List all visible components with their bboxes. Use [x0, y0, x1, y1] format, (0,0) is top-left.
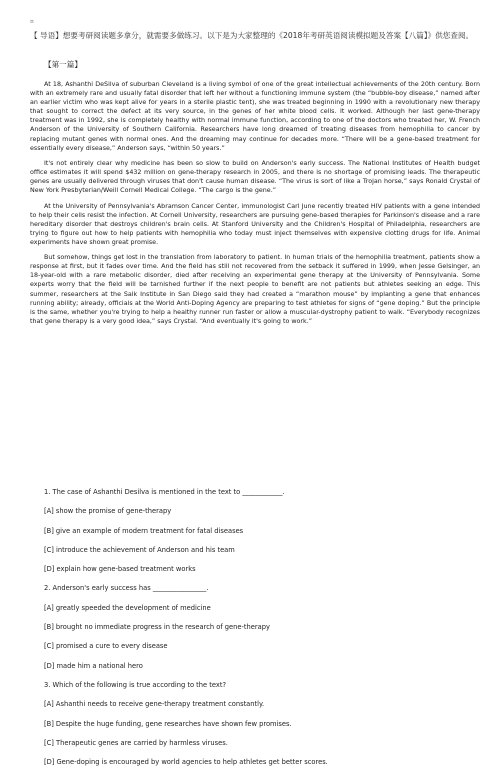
option-line: [A] greatly speeded the development of medicine — [44, 603, 211, 612]
paragraph: At the University of Pennsylvania's Abramson Cancer Center, immunologist Carl June recently treated HIV patients with a gene intended to help their cells resist the infection. At Cornell University, researchers are pursuing gene-based therapies for Parkinson's disease and a rare hereditary disorder that destroys children's brain cells. At Stanford University and the Children's Hospital of Philadelphia, researchers are trying to figure out how to help patients with hemophilia who today must inject themselves with expensive clotting drugs for life. Animal experiments have shown great promise. — [30, 202, 480, 246]
option-line: [B] brought no immediate progress in the research of gene-therapy — [44, 623, 270, 632]
questions-list — [44, 487, 474, 776]
option-line: [B] give an example of modern treatment for fatal diseases — [44, 526, 244, 535]
option-line: [D] made him a national hero — [44, 661, 143, 670]
article-body — [30, 80, 480, 332]
option-line: [D] explain how gene-based treatment works — [44, 565, 196, 574]
option-line: [B] Despite the huge funding, gene researches have shown few promises. — [44, 719, 292, 728]
section-title: 【第一篇】 — [44, 60, 82, 69]
question-3: 3. Which of the following is true according to the text? — [44, 680, 227, 689]
option-line: [C] promised a cure to every disease — [44, 642, 168, 651]
question-1: 1. The case of Ashanthi Desilva is mentioned in the text to ____________. — [44, 488, 285, 496]
option-line: [A] Ashanthi needs to receive gene-therapy treatment constantly. — [44, 700, 265, 709]
option-line: [C] Therapeutic genes are carried by harmless viruses. — [44, 738, 228, 747]
paragraph: It's not entirely clear why medicine has been so slow to build on Anderson's early success. The National Institutes of Health budget office estimates it will spend $432 million on gene-therapy research in 2005, and there is no shortage of promising leads. The therapeutic genes are usually delivered through viruses that don't cause human disease. “The virus is sort of like a Trojan horse,” says Ronald Crystal of New York Presbyterian/Weill Cornell Medical College. “The cargo is the gene.” — [30, 159, 480, 195]
option-line: [D] Gene-doping is encouraged by world agencies to help athletes get better scores. — [44, 758, 328, 767]
header-marker: ¤ — [30, 18, 34, 25]
intro-text: 【 导语】想要考研阅读题多拿分，就需要多做练习。以下是为大家整理的《2018年考研英语阅读模拟题及答案【八篇】》供您查阅。 — [30, 31, 474, 40]
paragraph: But somehow, things get lost in the translation from laboratory to patient. In human trials of the hemophilia treatment, patients show a response at first, but it fades over time. And the field has still not recovered from the setback it suffered in 1999, when Jesse Gelsinger, an 18-year-old with a rare metabolic disorder, died after receiving an experimental gene therapy at the University of Pennsylvania. Some experts worry that the field will be tarnished further if the next people to benefit are not patients but athletes seeking an edge. This summer, researchers at the Salk Institute in San Diego said they had created a “marathon mouse” by implanting a gene that enhances running ability; already, officials at the World Anti-Doping Agency are preparing to test athletes for signs of “gene doping.” But the principle is the same, whether you're trying to help a healthy runner run faster or allow a muscular-dystrophy patient to walk. “Everybody recognizes that gene therapy is a very good idea,” says Crystal. “And eventually it's going to work.” — [30, 254, 480, 325]
option-line: [C] introduce the achievement of Anderson and his team — [44, 545, 235, 554]
question-2: 2. Anderson's early success has ________________. — [44, 584, 209, 593]
paragraph: At 18, Ashanthi DeSilva of suburban Cleveland is a living symbol of one of the great intellectual achievements of the 20th century. Born with an extremely rare and usually fatal disorder that left her without a functioning immune system (the “bubble-boy disease,” named after an earlier victim who was kept alive for years in a sterile plastic tent), she was treated beginning in 1990 with a revolutionary new therapy that sought to correct the defect at its very source, in the genes of her white blood cells. It worked. Although her last gene-therapy treatment was in 1992, she is completely healthy with normal immune function, according to one of the doctors who treated her, W. French Anderson of the University of Southern California. Researchers have long dreamed of treating diseases from hemophilia to cancer by replacing mutant genes with normal ones. And the dreaming may continue for decades more. “There will be a gene-based treatment for essentially every disease,” Anderson says, “within 50 years.” — [30, 81, 480, 152]
option-line: [A] show the promise of gene-therapy — [44, 507, 172, 516]
